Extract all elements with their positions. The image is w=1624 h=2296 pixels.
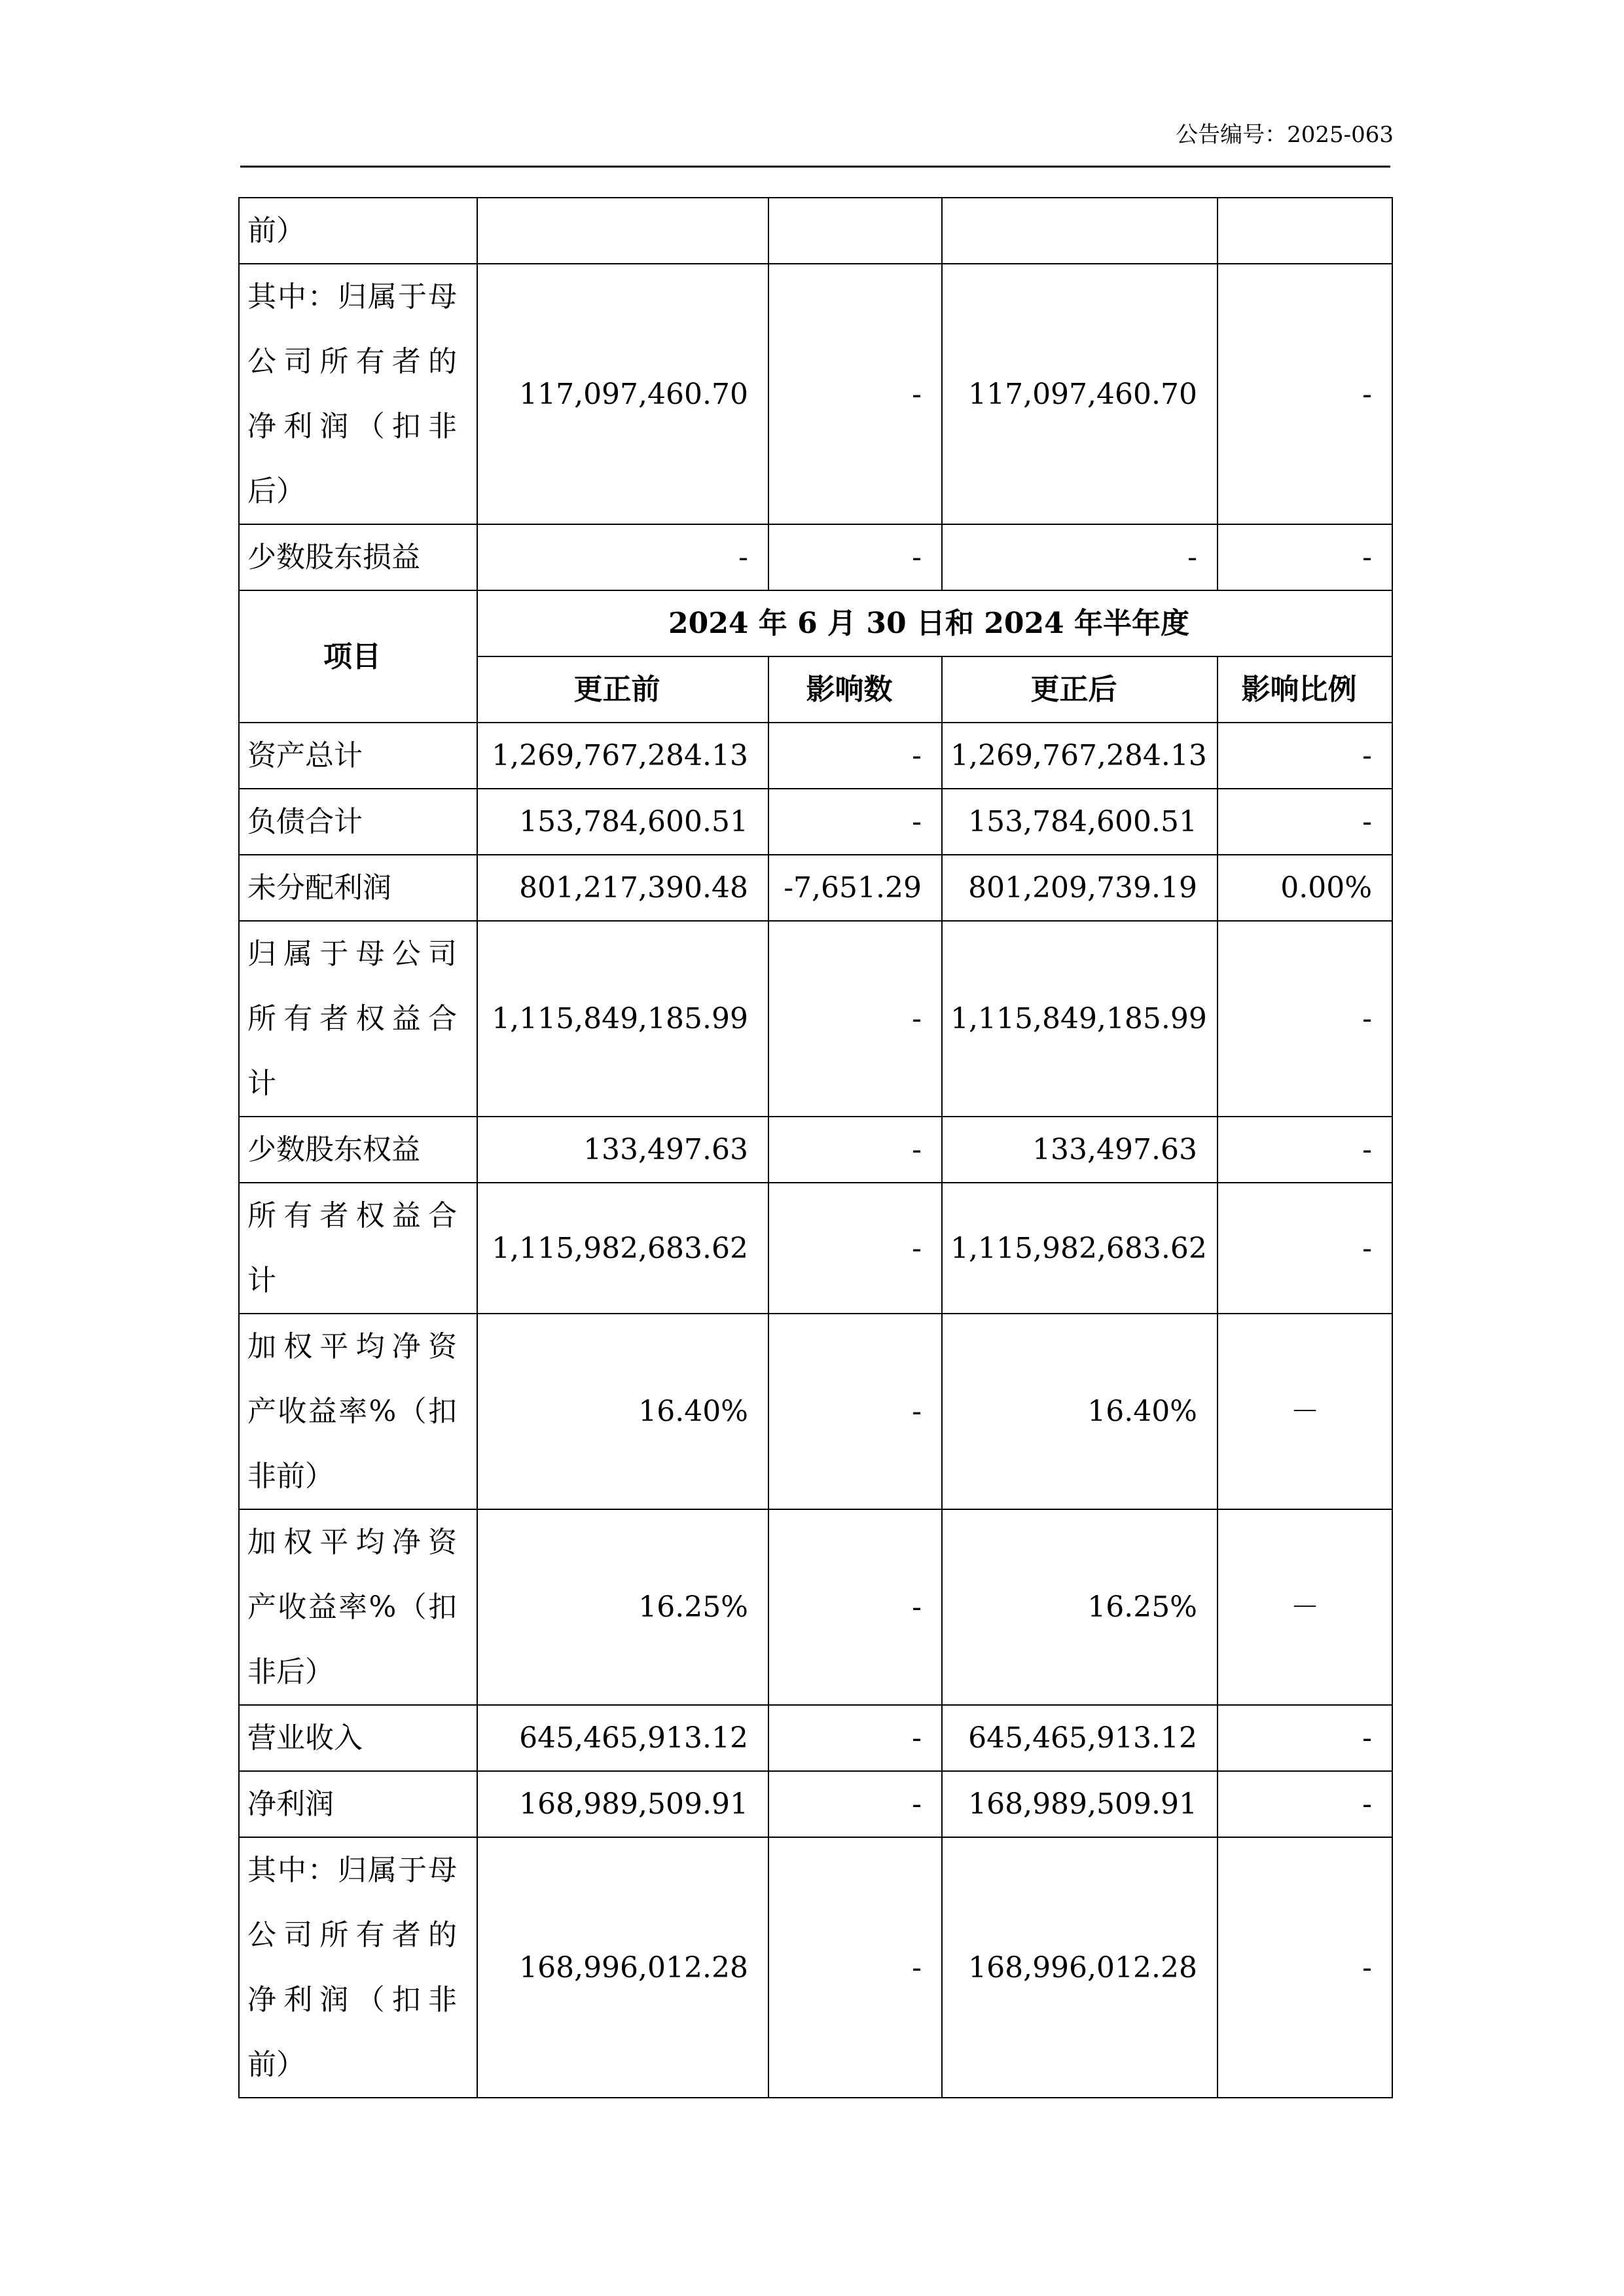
value-after: 16.25% (942, 1509, 1218, 1705)
value-before: 168,989,509.91 (477, 1771, 768, 1837)
row-label (239, 723, 477, 789)
row-label (239, 1117, 477, 1183)
table-row (239, 921, 1392, 1117)
value-before: 1,269,767,284.13 (477, 723, 768, 789)
table-row (239, 1771, 1392, 1837)
value-impact: - (768, 723, 942, 789)
row-label-line: 计 (247, 1067, 276, 1100)
section-header-row (239, 590, 1392, 656)
value-ratio: - (1218, 1705, 1392, 1771)
value-impact: - (768, 1837, 942, 2098)
announcement-number: 公告编号：2025-063 (1176, 122, 1394, 148)
header-before: 更正前 (477, 656, 768, 723)
value-ratio: － (1218, 1509, 1392, 1705)
value-impact: - (768, 1117, 942, 1183)
table-row (239, 1117, 1392, 1183)
value-after: - (942, 524, 1218, 590)
row-label (239, 855, 477, 921)
table-row (239, 1183, 1392, 1314)
header-after: 更正后 (942, 656, 1218, 723)
row-label-line: 营业收入 (247, 1721, 363, 1755)
value-after: 645,465,913.12 (942, 1705, 1218, 1771)
row-label-line: 加权平均净资 (247, 1330, 457, 1363)
table-row (239, 264, 1392, 524)
value-impact: - (768, 1771, 942, 1837)
value-impact: - (768, 921, 942, 1117)
value-before: 153,784,600.51 (477, 789, 768, 855)
row-label (239, 921, 477, 1117)
value-before: 117,097,460.70 (477, 264, 768, 524)
row-label: 少数股东损益 (239, 524, 477, 590)
value-ratio: - (1218, 264, 1392, 524)
value-ratio (1218, 198, 1392, 264)
value-impact: - (768, 1314, 942, 1509)
row-label-line: 所有者权益合 (247, 1199, 457, 1232)
table-row (239, 723, 1392, 789)
value-impact: - (768, 1183, 942, 1314)
value-before: 645,465,913.12 (477, 1705, 768, 1771)
value-before: 1,115,982,683.62 (477, 1183, 768, 1314)
row-label-line: 少数股东权益 (247, 1133, 420, 1166)
header-item: 项目 (239, 590, 477, 723)
row-label: 前） (239, 198, 477, 264)
value-impact: - (768, 264, 942, 524)
row-label-line: 归属于母公司 (247, 937, 457, 971)
correction-table (238, 197, 1393, 2098)
row-label (239, 789, 477, 855)
table-row (239, 1509, 1392, 1705)
value-after: 133,497.63 (942, 1117, 1218, 1183)
value-before: 168,996,012.28 (477, 1837, 768, 2098)
row-label-line: 前） (247, 2048, 305, 2081)
value-ratio: - (1218, 723, 1392, 789)
row-label (239, 1705, 477, 1771)
value-ratio: - (1218, 524, 1392, 590)
value-after: 16.40% (942, 1314, 1218, 1509)
value-after: 801,209,739.19 (942, 855, 1218, 921)
row-label-line: 计 (247, 1264, 276, 1297)
value-ratio: - (1218, 1117, 1392, 1183)
row-label-line: 公司所有者的 (247, 1918, 457, 1952)
row-label-line: 净利润（扣非 (247, 410, 457, 443)
row-label (239, 1314, 477, 1509)
value-after: 117,097,460.70 (942, 264, 1218, 524)
table-row (239, 855, 1392, 921)
value-after: 168,996,012.28 (942, 1837, 1218, 2098)
value-impact (768, 198, 942, 264)
value-ratio: - (1218, 789, 1392, 855)
row-label-line: 非后） (247, 1655, 334, 1689)
value-impact: - (768, 789, 942, 855)
value-before: 801,217,390.48 (477, 855, 768, 921)
row-label-line: 公司所有者的 (247, 345, 457, 378)
row-label-line: 资产总计 (247, 739, 363, 772)
table-row (239, 1705, 1392, 1771)
row-label-line: 其中：归属于母 (247, 1854, 457, 1887)
row-label-line: 未分配利润 (247, 871, 391, 905)
value-before: - (477, 524, 768, 590)
row-label-line: 负债合计 (247, 805, 363, 838)
value-after: 1,115,849,185.99 (942, 921, 1218, 1117)
value-ratio: - (1218, 1771, 1392, 1837)
value-impact: -7,651.29 (768, 855, 942, 921)
header-divider (240, 166, 1390, 168)
value-after (942, 198, 1218, 264)
value-ratio: - (1218, 921, 1392, 1117)
row-label-line: 产收益率%（扣 (247, 1395, 457, 1428)
header-impact: 影响数 (768, 656, 942, 723)
row-label (239, 1509, 477, 1705)
value-before: 16.25% (477, 1509, 768, 1705)
value-before (477, 198, 768, 264)
row-label-line: 所有者权益合 (247, 1002, 457, 1035)
row-label-line: 后） (247, 475, 305, 508)
row-label-line: 非前） (247, 1460, 334, 1493)
value-after: 153,784,600.51 (942, 789, 1218, 855)
row-label-line: 净利润 (247, 1787, 334, 1821)
table-row (239, 198, 1392, 264)
row-label (239, 1183, 477, 1314)
value-ratio: - (1218, 1183, 1392, 1314)
row-label (239, 1771, 477, 1837)
value-after: 1,115,982,683.62 (942, 1183, 1218, 1314)
value-ratio: － (1218, 1314, 1392, 1509)
table-row (239, 524, 1392, 590)
header-ratio: 影响比例 (1218, 656, 1392, 723)
row-label-line: 加权平均净资 (247, 1526, 457, 1559)
value-ratio: 0.00% (1218, 855, 1392, 921)
table-row (239, 1837, 1392, 2098)
table-row (239, 1314, 1392, 1509)
value-ratio: - (1218, 1837, 1392, 2098)
value-impact: - (768, 1509, 942, 1705)
table-row (239, 789, 1392, 855)
row-label-line: 其中：归属于母 (247, 280, 457, 314)
row-label (239, 264, 477, 524)
value-before: 1,115,849,185.99 (477, 921, 768, 1117)
value-after: 168,989,509.91 (942, 1771, 1218, 1837)
row-label-line: 净利润（扣非 (247, 1983, 457, 2017)
row-label (239, 1837, 477, 2098)
row-label-line: 产收益率%（扣 (247, 1590, 457, 1624)
value-impact: - (768, 1705, 942, 1771)
value-after: 1,269,767,284.13 (942, 723, 1218, 789)
value-impact: - (768, 524, 942, 590)
value-before: 16.40% (477, 1314, 768, 1509)
header-period: 2024 年 6 月 30 日和 2024 年半年度 (477, 590, 1392, 656)
value-before: 133,497.63 (477, 1117, 768, 1183)
